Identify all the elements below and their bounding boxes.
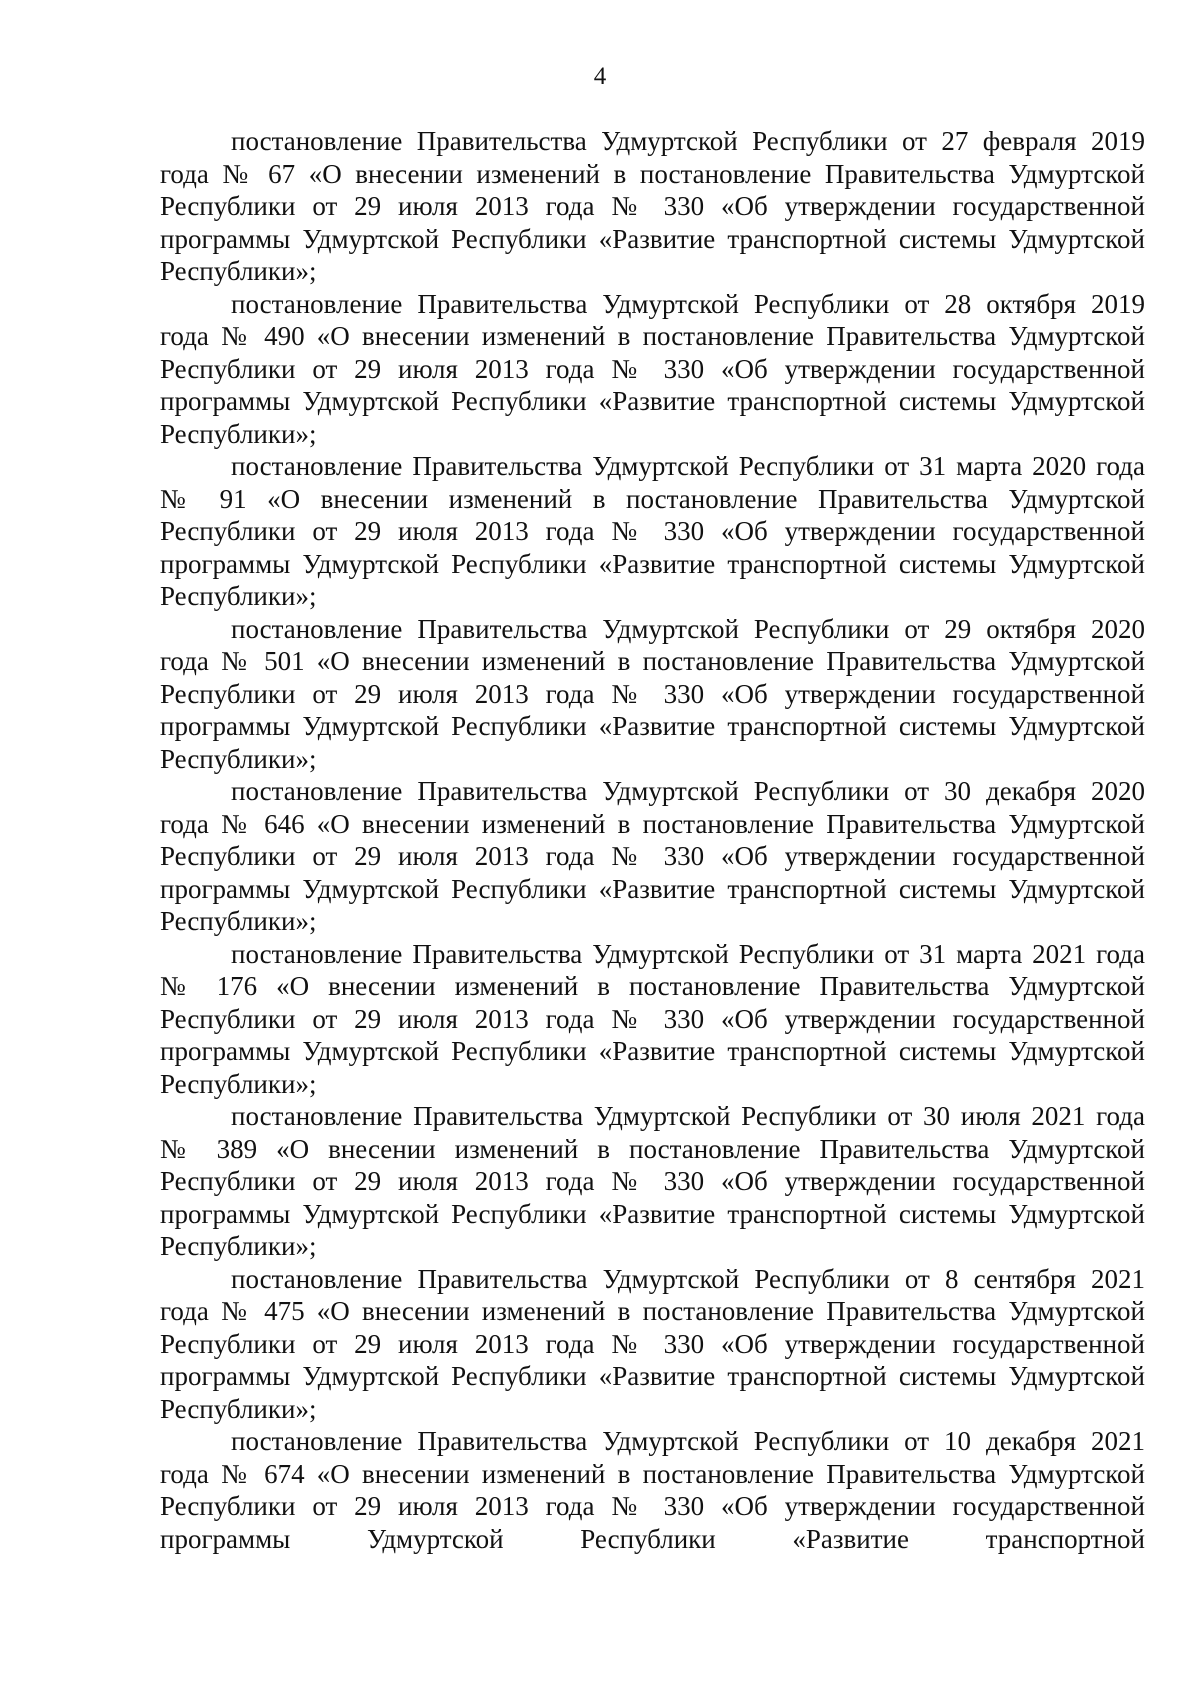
paragraph-decree-674: постановление Правительства Удмуртской Республики от 10 декабря 2021 года № 674 «О внесении изменений в постановление Правительства Удмуртской Республики от 29 июля 2013 года № 330 «Об утверждении государственной программы Удмуртской Республики «Развитие транспортной [160, 1426, 1145, 1554]
paragraph-decree-389: постановление Правительства Удмуртской Республики от 30 июля 2021 года № 389 «О внесении изменений в постановление Правительства Удмуртской Республики от 29 июля 2013 года № 330 «Об утверждении государственной программы Удмуртской Республики «Развитие транспортной системы Удмуртской Республики»; [160, 1101, 1145, 1261]
paragraph-decree-646: постановление Правительства Удмуртской Республики от 30 декабря 2020 года № 646 «О внесении изменений в постановление Правительства Удмуртской Республики от 29 июля 2013 года № 330 «Об утверждении государственной программы Удмуртской Республики «Развитие транспортной системы Удмуртской Республики»; [160, 776, 1145, 936]
paragraph-decree-176: постановление Правительства Удмуртской Республики от 31 марта 2021 года № 176 «О внесении изменений в постановление Правительства Удмуртской Республики от 29 июля 2013 года № 330 «Об утверждении государственной программы Удмуртской Республики «Развитие транспортной системы Удмуртской Республики»; [160, 938, 1145, 1099]
paragraph-decree-501: постановление Правительства Удмуртской Республики от 29 октября 2020 года № 501 «О внесении изменений в постановление Правительства Удмуртской Республики от 29 июля 2013 года № 330 «Об утверждении государственной программы Удмуртской Республики «Развитие транспортной системы Удмуртской Республики»; [160, 613, 1145, 774]
document-body [160, 125, 1145, 1555]
page-number: 4 [593, 63, 607, 90]
paragraph-decree-67: постановление Правительства Удмуртской Республики от 27 февраля 2019 года № 67 «О внесении изменений в постановление Правительства Удмуртской Республики от 29 июля 2013 года № 330 «Об утверждении государственной программы Удмуртской Республики «Развитие транспортной системы Удмуртской Республики»; [160, 126, 1145, 286]
paragraph-decree-91: постановление Правительства Удмуртской Республики от 31 марта 2020 года № 91 «О внесении изменений в постановление Правительства Удмуртской Республики от 29 июля 2013 года № 330 «Об утверждении государственной программы Удмуртской Республики «Развитие транспортной системы Удмуртской Республики»; [160, 451, 1145, 611]
paragraph-decree-475: постановление Правительства Удмуртской Республики от 8 сентября 2021 года № 475 «О внесении изменений в постановление Правительства Удмуртской Республики от 29 июля 2013 года № 330 «Об утверждении государственной программы Удмуртской Республики «Развитие транспортной системы Удмуртской Республики»; [160, 1263, 1145, 1424]
paragraph-decree-490: постановление Правительства Удмуртской Республики от 28 октября 2019 года № 490 «О внесении изменений в постановление Правительства Удмуртской Республики от 29 июля 2013 года № 330 «Об утверждении государственной программы Удмуртской Республики «Развитие транспортной системы Удмуртской Республики»; [160, 288, 1145, 449]
